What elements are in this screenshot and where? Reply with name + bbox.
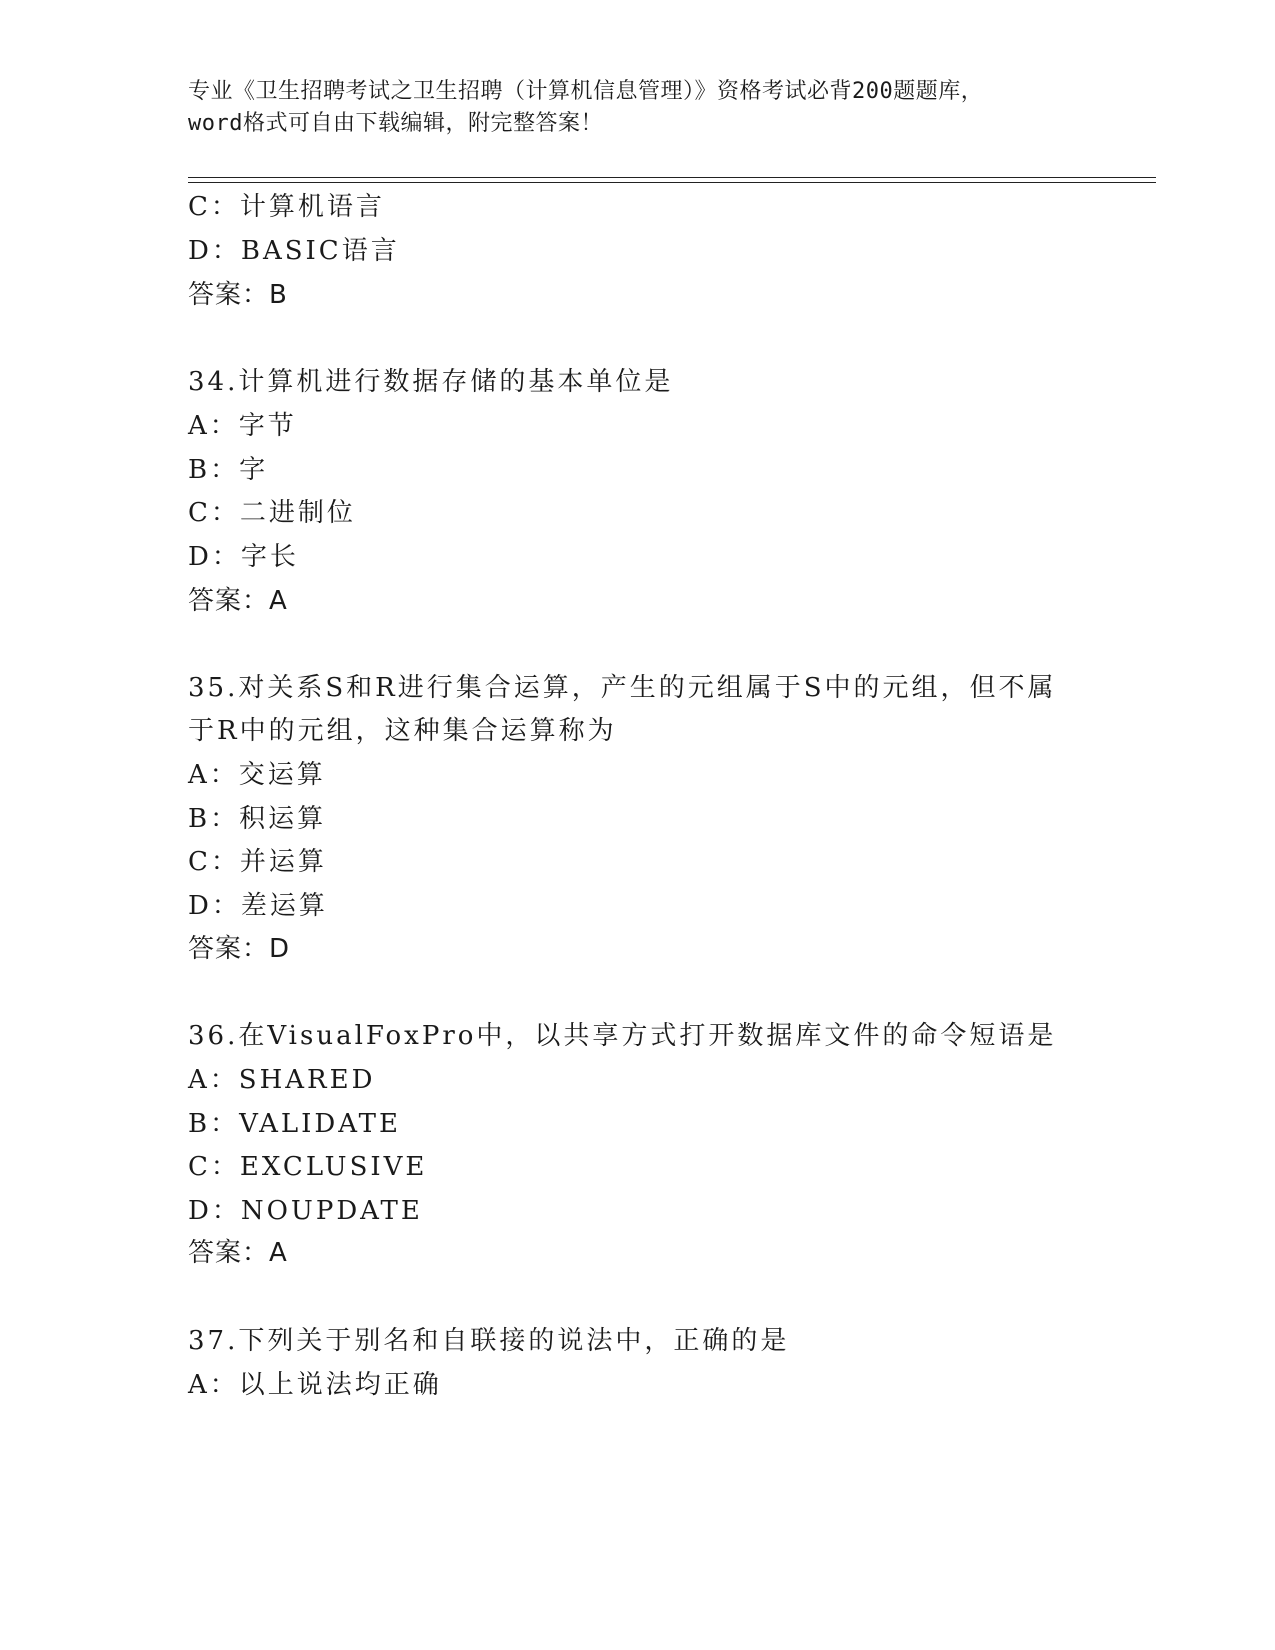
header-divider-bottom	[188, 182, 1156, 183]
document-header	[188, 76, 1088, 140]
prev-question-option-c: C：计算机语言	[188, 192, 385, 222]
question-35-stem-line-2: 于R中的元组，这种集合运算称为	[188, 716, 617, 746]
prev-question-option-d: D：BASIC语言	[188, 236, 400, 266]
question-34-stem: 34.计算机进行数据存储的基本单位是	[188, 367, 674, 397]
question-37-stem: 37.下列关于别名和自联接的说法中，正确的是	[188, 1326, 790, 1356]
header-divider-top	[188, 177, 1156, 178]
prev-question-answer: 答案：B	[188, 280, 288, 310]
question-35-option-d: D：差运算	[188, 891, 328, 921]
question-35-option-c: C：并运算	[188, 847, 327, 877]
question-36-answer: 答案：A	[188, 1238, 288, 1268]
question-34-option-c: C：二进制位	[188, 498, 356, 528]
question-34-option-b: B：字	[188, 455, 269, 485]
question-35-option-a: A：交运算	[188, 760, 326, 790]
question-34-option-a: A：字节	[188, 411, 297, 441]
question-35-option-b: B：积运算	[188, 804, 327, 834]
header-title-line-1: 专业《卫生招聘考试之卫生招聘（计算机信息管理）》资格考试必背200题题库，	[188, 79, 984, 104]
question-34-option-d: D：字长	[188, 542, 299, 572]
question-34-answer: 答案：A	[188, 586, 288, 616]
header-title-line-2: word格式可自由下载编辑，附完整答案！	[188, 111, 603, 136]
question-35-answer: 答案：D	[188, 934, 291, 964]
question-36-option-d: D：NOUPDATE	[188, 1196, 423, 1226]
question-36-option-a: A：SHARED	[188, 1065, 376, 1095]
question-37-option-a: A：以上说法均正确	[188, 1370, 442, 1400]
question-35-stem-line-1: 35.对关系S和R进行集合运算，产生的元组属于S中的元组，但不属	[188, 673, 1057, 703]
question-36-option-b: B：VALIDATE	[188, 1109, 401, 1139]
question-36-stem: 36.在VisualFoxPro中，以共享方式打开数据库文件的命令短语是	[188, 1021, 1057, 1051]
question-36-option-c: C：EXCLUSIVE	[188, 1152, 428, 1182]
